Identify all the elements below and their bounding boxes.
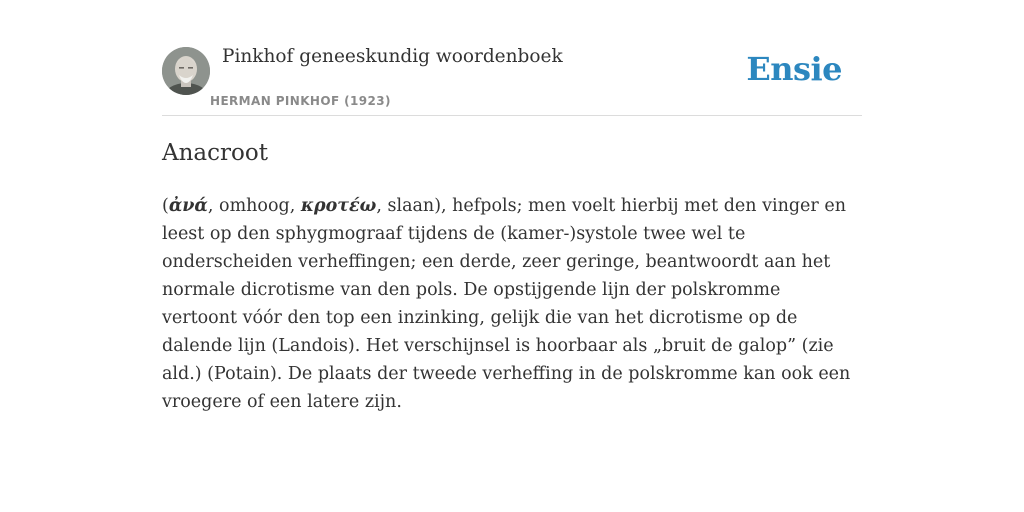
definition-text: , slaan), hefpols; men voelt hierbij met den vinger en leest op den sphygmograaf tijdens de (kamer-)systole twee wel te onderscheiden verheffingen; een derde, zeer geringe, beantwoordt aan het normale dicrotisme van den pols. De opstijgende lijn der polskromme vertoont vóór den top een inzinking, gelijk die van het dicrotisme op de dalende lijn (Landois). Het verschijnsel is hoorbaar als „bruit de galop” (zie ald.) (Potain). De plaats der tweede verheffing in de polskromme kan ook een vroegere of een latere zijn. — [162, 196, 851, 412]
ensie-logo[interactable]: Ensie — [746, 50, 842, 88]
author-portrait-icon — [162, 47, 210, 95]
book-title[interactable]: Pinkhof geneeskundig woordenboek — [222, 46, 563, 67]
author-avatar[interactable] — [162, 47, 210, 95]
greek-term-ana: ἀνά — [168, 196, 208, 216]
entry-title: Anacroot — [162, 140, 268, 166]
author-name[interactable]: HERMAN PINKHOF (1923) — [210, 94, 391, 108]
definition-text: , omhoog, — [207, 196, 301, 216]
definition-text: ( — [162, 196, 169, 216]
dictionary-header — [162, 40, 862, 116]
greek-term-kroteo: κροτέω — [300, 196, 377, 216]
entry-definition — [162, 192, 852, 416]
